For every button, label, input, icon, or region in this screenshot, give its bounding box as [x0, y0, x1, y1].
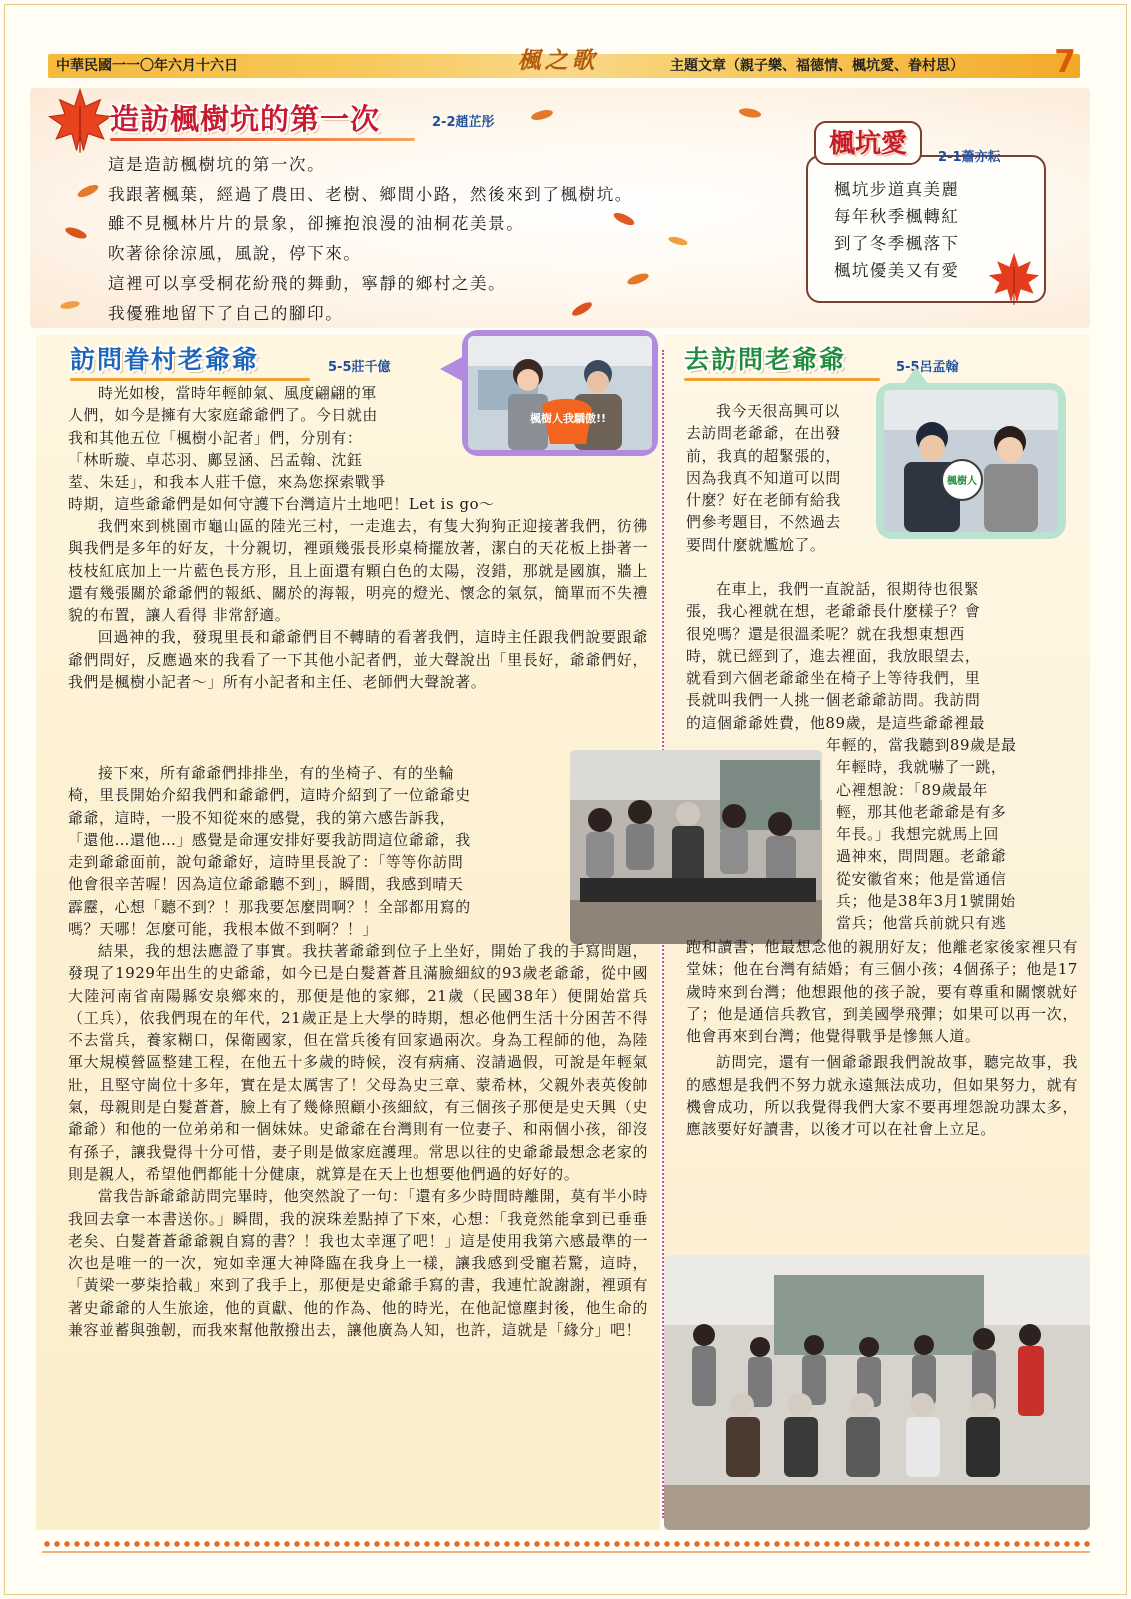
issue-date: 中華民國一一〇年六月十六日 — [56, 58, 238, 74]
article-paragraph — [68, 940, 648, 1341]
text-line: 從安徽省來；他是當通信 — [836, 869, 1007, 888]
article-paragraph — [686, 936, 1078, 1141]
text-line: 這是造訪楓樹坑的第一次。 — [108, 155, 326, 174]
text-line: 年長。」我想完就馬上回 — [836, 825, 999, 844]
text-line: 霹靂，心想「聽不到？！那我要怎麼問啊？！全部都用寫的 — [68, 897, 471, 916]
paragraph: 訪問完，還有一個爺爺跟我們說故事，聽完故事，我的感想是我們不努力就永遠無法成功，但如果努力，就有機會成功，所以我覺得我們大家不要再埋怨說功課太多，應該要好好讀書，以後才可以在社會上立足。 — [686, 1053, 1078, 1139]
poem-author: 2-1蕭亦耘 — [938, 150, 1001, 165]
text-line: 們參考題目，不然過去 — [686, 513, 841, 532]
text-line: 什麼？好在老師有給我 — [686, 491, 841, 510]
interview-photo — [468, 336, 652, 450]
text-line: 要問什麼就尷尬了。 — [686, 535, 826, 554]
photo-sign-text: 楓樹人 — [947, 476, 977, 487]
poem-line: 楓坑步道真美麗 — [834, 180, 960, 199]
text-line: 嗎？天哪！怎麼可能，我根本做不到啊？！」 — [68, 920, 378, 939]
article-paragraph — [686, 400, 870, 556]
article-author: 5-5莊千億 — [328, 360, 391, 375]
article-paragraph — [826, 734, 1078, 935]
paragraph: 回過神的我，發現里長和爺爺們目不轉睛的看著我們，這時主任跟我們說要跟爺爺們問好，反應過來的我看了一下其他小記者們，並大聲說出「里長好，爺爺們好，我們是楓樹小記者～」所有小記者和主任、老師們大聲說著。 — [68, 628, 648, 692]
text-line: 時期，這些爺爺們是如何守護下台灣這片土地吧！Let is go～ — [68, 495, 495, 513]
article-title: 去訪問老爺爺 — [684, 345, 847, 374]
falling-leaf-icon — [56, 296, 84, 314]
paragraph: 當我告訴爺爺訪問完畢時，他突然說了一句：「還有多少時間時離開，莫有半小時我回去拿一本書送你。」瞬間，我的淚珠差點掉了下來，心想：「我竟然能拿到已垂垂老矣、白髮蒼蒼爺爺親自寫的書？！我也太幸運了吧！」這是使用我第六感最準的一次也是唯一的一次，宛如幸運大神降臨在我身上一樣，讓我感到受寵若驚，這時，「黃梁一夢柒拾載」來到了我手上，那便是史爺爺手寫的書，我連忙說謝謝，裡頭有著史爺爺的人生旅途，他的貢獻、他的作為、他的時光，在他記憶塵封後，他生命的兼容並蓄與強韌，而我來幫他散撥出去，讓他廣為人知，也許，這就是「緣分」吧！ — [68, 1187, 649, 1340]
text-line: 他會很辛苦喔！因為這位爺爺聽不到」，瞬間，我感到晴天 — [68, 875, 464, 894]
text-line: 張，我心裡就在想，老爺爺長什麼樣子？會 — [686, 602, 981, 621]
text-line: 輕，那其他老爺爺是有多 — [836, 802, 1007, 821]
text-line: 長就叫我們一人挑一個老爺爺訪問。我訪問 — [686, 691, 981, 710]
text-line: 當兵；他當兵前就只有逃 — [836, 914, 1007, 933]
title-underline — [70, 378, 310, 381]
text-line: 「林昕璇、卓芯羽、鄺昱涵、呂孟翰、沈鈺 — [68, 450, 363, 469]
interview-photo — [884, 390, 1058, 532]
maple-leaf-icon — [46, 86, 114, 154]
section-theme: 主題文章（親子樂、福德情、楓坑愛、眷村思） — [670, 58, 964, 74]
text-line: 我和其他五位「楓樹小記者」們，分別有： — [68, 428, 363, 447]
poem-line: 楓坑優美又有愛 — [834, 261, 960, 280]
article-title: 造訪楓樹坑的第一次 — [110, 102, 381, 136]
text-line: 雖不見楓林片片的景象，卻擁抱浪漫的油桐花美景。 — [108, 214, 525, 234]
article-title: 訪問眷村老爺爺 — [70, 345, 260, 374]
maple-leaf-icon — [986, 250, 1042, 306]
paragraph: 我們來到桃園市龜山區的陸光三村，一走進去，有隻大狗狗正迎接著我們，彷彿與我們是多年的好友，十分親切，裡頭幾張長形桌椅擺放著，潔白的天花板上掛著一枝枝紅底加上一片藍色長方形，且上面還有顆白色的太陽，沒錯，那就是國旗，牆上還有幾張關於爺爺們的報紙、關於的海報，明亮的燈光、懷念的氣氛，簡單而不失禮貌的布置，讓人看得 非常舒適。 — [68, 517, 648, 625]
text-line: 過神來，問問題。老爺爺 — [836, 847, 1007, 866]
text-line: 走到爺爺面前，說句爺爺好，這時里長說了：「等等你訪問 — [68, 853, 464, 872]
article-paragraph — [68, 515, 648, 693]
text-line: 在車上，我們一直說話，很期待也很緊 — [716, 580, 980, 598]
poem-line: 到了冬季楓落下 — [834, 234, 960, 253]
text-line: 我優雅地留下了自己的腳印。 — [108, 303, 344, 323]
text-line: 心裡想說：「89歲最年 — [836, 780, 989, 799]
article-paragraph — [68, 762, 560, 940]
text-line: 就看到六個老爺爺坐在椅子上等待我們，里 — [686, 669, 981, 688]
photo-sign-text: 楓樹人我驕傲!! — [529, 412, 607, 425]
article-paragraph — [68, 493, 648, 515]
poem-title: 楓坑愛 — [814, 121, 922, 165]
title-underline — [684, 378, 880, 381]
title-underline — [110, 138, 415, 141]
text-line: 時光如梭，當時年輕帥氣、風度翩翩的軍 — [98, 384, 377, 402]
text-line: 我跟著楓葉，經過了農田、老樹、鄉間小路，然後來到了楓樹坑。 — [108, 184, 633, 204]
falling-leaf-icon — [62, 224, 90, 242]
article-author: 2-2趙芷彤 — [432, 115, 495, 130]
group-photo — [664, 1255, 1090, 1530]
text-line: 很兇嗎？還是很溫柔呢？就在我想東想西 — [686, 624, 965, 643]
text-line: 椅，里長開始介紹我們和爺爺們，這時介紹到了一位爺爺史 — [68, 786, 471, 805]
newsletter-logo: 楓之歌 — [517, 47, 599, 74]
text-line: 我今天很高興可以 — [716, 402, 840, 420]
text-line: 「還他…還他…」感覺是命運安排好要我訪問這位爺爺，我 — [68, 830, 471, 849]
text-line: 兵；他是38年3月1號開始 — [836, 892, 1016, 911]
bottom-rule — [42, 1551, 1090, 1553]
text-line: 荎、朱廷」，和我本人莊千億，來為您探索戰爭 — [68, 473, 386, 492]
article-body — [108, 150, 788, 328]
text-line: 因為我真不知道可以問 — [686, 468, 841, 487]
text-line: 接下來，所有爺爺們排排坐，有的坐椅子、有的坐輪 — [98, 764, 455, 782]
text-line: 時，就已經到了，進去裡面，我放眼望去， — [686, 646, 981, 665]
text-line: 去訪問老爺爺，在出發 — [686, 424, 841, 443]
text-line: 人們，如今是擁有大家庭爺爺們了。今日就由 — [68, 406, 378, 425]
falling-leaf-icon — [528, 106, 556, 124]
page-number: 7 — [1054, 44, 1076, 80]
text-line: 前，我真的超緊張的， — [686, 446, 841, 465]
poem-line: 每年秋季楓轉紅 — [834, 207, 960, 226]
falling-leaf-icon — [74, 182, 102, 200]
text-line: 年輕的，當我聽到89歲是最 — [826, 736, 1017, 754]
text-line: 的這個爺爺姓費，他89歲，是這些爺爺裡最 — [686, 713, 985, 732]
text-line: 爺爺，這時，一股不知從來的感覺，我的第六感告訴我， — [68, 808, 456, 827]
text-line: 吹著徐徐涼風，風說，停下來。 — [108, 244, 362, 264]
article-paragraph — [68, 382, 468, 493]
falling-leaf-icon — [736, 104, 764, 122]
text-line: 這裡可以享受桐花紛飛的舞動，寧靜的鄉村之美。 — [108, 273, 507, 293]
bottom-dotted-border — [42, 1540, 1090, 1548]
group-interview-photo — [570, 750, 822, 944]
article-author: 5-5呂孟翰 — [896, 360, 959, 375]
article-paragraph — [686, 578, 1078, 734]
text-line: 年輕時，我就嚇了一跳， — [836, 758, 1007, 777]
paragraph: 結果，我的想法應證了事實。我扶著爺爺到位子上坐好，開始了我的手寫問題，發現了1929年出生的史爺爺，如今已是白髮蒼蒼且滿臉細紋的93歲老爺爺，從中國大陸河南省南陽縣安泉鄉來的，那便是他的家鄉，21歲（民國38年）便開始當兵（工兵），依我們現在的年代，21歲正是上大學的時期，想必他們生活十分困苦不得不去當兵，養家糊口，保衛國家，但在當兵後有回家過兩次。身為工程師的他，為陸軍大規模營區整建工程，在他五十多歲的時候，沒有病痛、沒請過假，可說是年輕氣壯，且堅守崗位十多年，實在是太厲害了！父母為史三章、蒙希林，父親外表英俊帥氣，母親則是白髮蒼蒼，臉上有了幾條照顧小孩細紋，有三個孩子那便是史天興（史爺爺）和他的一位弟弟和一個妹妹。史爺爺在台灣則有一位妻子、和兩個小孩，卻沒有孫子，讓我覺得十分可惜，妻子則是做家庭護理。常思以往的史爺爺最想念老家的則是親人，希望他們都能十分健康，就算是在天上也想要他們過的好好的。 — [68, 942, 648, 1183]
paragraph: 跑和讀書；他最想念他的親朋好友；他離老家後家裡只有堂妹；他在台灣有結婚；有三個小孩；4個孫子；他是17歲時來到台灣；他想跟他的孩子說，要有尊重和關懷就好了；他是通信兵教官，到美國學飛彈；如果可以再一次，他會再來到台灣；他覺得戰爭是慘無人道。 — [686, 938, 1078, 1046]
